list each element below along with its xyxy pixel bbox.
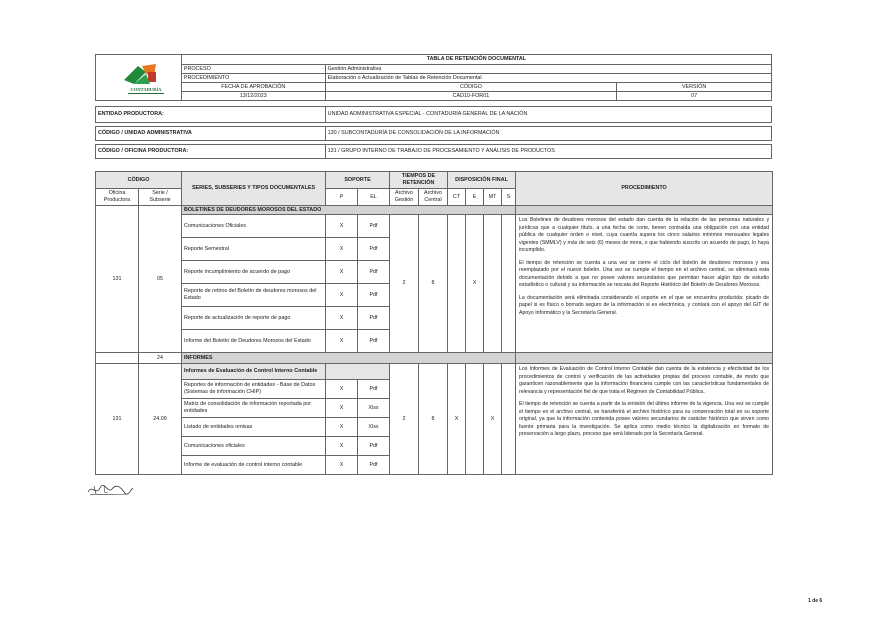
codigo-value: CAD10-FOR01 xyxy=(325,92,617,101)
s2-item: Listado de entidades omisas xyxy=(182,418,326,437)
col-p: P xyxy=(326,189,358,206)
proceso-label: PROCESO xyxy=(181,65,325,74)
s2-ct-mark: X xyxy=(448,364,466,475)
s2-subserie: 24.09 xyxy=(139,364,182,475)
version-label: VERSIÓN xyxy=(617,83,772,92)
s1-item: Reporte de actualización de reporte de pago xyxy=(182,307,326,330)
col-el: EL xyxy=(358,189,390,206)
col-series: SERIES, SUBSERIES Y TIPOS DOCUMENTALES xyxy=(182,172,326,206)
s1-title: BOLETINES DE DEUDORES MOROSOS DEL ESTADO xyxy=(182,206,516,215)
header-table xyxy=(95,54,772,159)
s1-gestion: 2 xyxy=(390,215,419,353)
entidad-label: ENTIDAD PRODUCTORA: xyxy=(96,107,326,123)
page-number: 1 de 6 xyxy=(808,598,823,604)
s2-central: 8 xyxy=(419,364,448,475)
oficina-value: 131 / GRUPO INTERNO DE TRABAJO DE PROCESAMIENTO Y ANÁLISIS DE PRODUCTOS xyxy=(325,145,771,159)
col-procedimiento: PROCEDIMIENTO xyxy=(516,172,773,206)
doc-title: TABLA DE RETENCIÓN DOCUMENTAL xyxy=(181,55,771,65)
fecha-label: FECHA DE APROBACIÓN xyxy=(181,83,325,92)
proceso-value: Gestión Administrativa xyxy=(325,65,771,74)
s2-serie: 24 xyxy=(139,353,182,364)
col-soporte: SOPORTE xyxy=(326,172,390,189)
col-tiempos: TIEMPOS DE RETENCIÓN xyxy=(390,172,448,189)
unidad-label: CÓDIGO / UNIDAD ADMINISTRATIVA xyxy=(96,127,326,141)
s1-central: 8 xyxy=(419,215,448,353)
col-codigo: CÓDIGO xyxy=(96,172,182,189)
s2-item: Reportes de información de entidades - Base de Datos (Sistemas de información CHIP) xyxy=(182,380,326,399)
signature xyxy=(86,480,134,500)
s1-item: Informe del Boletín de Deudores Morosos del Estado xyxy=(182,330,326,353)
col-e: E xyxy=(466,189,484,206)
s2-gestion: 2 xyxy=(390,364,419,475)
fecha-value: 13/12/2023 xyxy=(181,92,325,101)
col-archivo-central: Archivo Central xyxy=(419,189,448,206)
entidad-value: UNIDAD ADMINISTRATIVA ESPECIAL - CONTADURÍA GENERAL DE LA NACIÓN xyxy=(325,107,771,123)
s1-item: Reporte de retiros del Boletín de deudores morosos del Estado xyxy=(182,284,326,307)
s1-procedure: Los Boletines de deudores morosos del estado dan cuenta de la relación de las personas naturales y jurídicas que a cualquier título, a una fecha de corte, tienen contraída una obligación con una entidad pública de cualquier orden o nivel, cuya cuantía supera los cinco salarios mínimos mensuales legales vigentes (SMMLV) y más de seis (6) meses de mora, o que habiendo suscrito un acuerdo de pago, lo haya incumplido. El tiempo de retención se cuenta a una vez se cierre el ciclo del boletín de deudores morosos y sea reemplazado por el nuevo boletín. Una vez se cumple el tiempo en el archivo central, se eliminará esta documentación debido a que no posee valores secundarios que permitan hacer algún tipo de estudio estadístico o cultural y su información se rescata del Reporte Histórico del Boletín de Deudores Morosos. La documentación será eliminada considerando el soporte en el que se encuentra producida: picado de papel si es físico o borrado seguro de la información si es electrónica, y contará con el apoyo del GIT de Apoyo Informático y la Secretaría General. xyxy=(516,215,773,353)
col-ct: CT xyxy=(448,189,466,206)
col-s: S xyxy=(502,189,516,206)
col-disposicion: DISPOSICIÓN FINAL xyxy=(448,172,516,189)
codigo-label: CÓDIGO xyxy=(325,83,617,92)
unidad-value: 130 / SUBCONTADURÍA DE CONSOLIDACIÓN DE LA INFORMACIÓN xyxy=(325,127,771,141)
procedimiento-value: Elaboración o Actualización de Tablas de Retención Documental xyxy=(325,74,771,83)
logo-text: CONTADURÍA xyxy=(130,87,162,92)
retention-table: CÓDIGO SERIES, SUBSERIES Y TIPOS DOCUMENTALES SOPORTE TIEMPOS DE RETENCIÓN DISPOSICIÓN FINAL PROCEDIMIENTO Oficina Productora Serie / Subserie P EL Archivo Gestión Archivo Central CT E MT S 131 05 BOLETINES DE DEUDORES MOROSOS DEL ESTADO Comunicaciones Oficiales X Pdf 2 8 X Los Boletines de deudores morosos del estado dan cuenta de la relación de las personas naturales y jurídicas que a cualquier título, a una fecha de corte, tienen contraída una obligación con una entidad pública de cualquier orden o nivel, cuya cuantía supera los cinco salarios mínimos mensuales legales vigentes (SMMLV) y más de seis (6) meses de mora, o que habiendo suscrito un acuerdo de pago, lo haya incumplido. El tiempo de retención se cuenta a una vez se cierre el ciclo del boletín de deudores morosos y sea reemplazado por el nuevo boletín. Una vez se cumple el tiempo en el archivo central, se eliminará esta documentación debido a que no posee valores secundarios que permitan hacer algún tipo de estudio estadístico o cultural y su información se rescata del Reporte Histórico del Boletín de Deudores Morosos. La documentación será eliminada considerando el soporte en el que se encuentra producida: picado de papel si es físico o borrado seguro de la información si es electrónica, y contará con el apoyo del GIT de Apoyo Informático y la Secretaría General. Reporte Semestral X Pdf Reporte incumplimiento de acuerdo de pago X Pdf Reporte de retiros del Boletín de deudores morosos del Estado X Pdf Reporte de actualización de reporte de pago X Pdf Informe del Boletín de Deudores Morosos del Estado X Pdf 24 INFORMES 131 24.09 Informes de Evaluación de Control Interno Contable 2 8 X X Los Informes de Evaluación de Control Interno Contable dan cuenta de la existencia y efectividad de los procedimientos de control y verificación de las actividades propias del proceso contable, de modo que garanticen razonablemente que la información financiera cumple con las características fundamentales de relevancia y representación fiel de que trata el Régimen de Contabilidad Pública. El tiempo de retención se cuenta a partir de la emisión del último informe de la vigencia. Una vez se cumple el tiempo en el archivo central, se transferirá el archivo histórico para su conservación total en su soporte original, ya que la información contenida posee valores secundarios de carácter histórico que sirven como fuente primaria para la investigación. Se aplica como medio técnico la digitalización en formato de preservación a largo plazo, proceso que será liderado por la Secretaría General. Reportes de información de entidades - Base de Datos (Sistemas de información CHIP) X Pdf Matriz de consolidación de información reportada por entidades X Xlsx Listado de entidades omisas X Xlsx Comunicaciones oficiales X Pdf Informe de evaluación de control interno contable X Pdf xyxy=(95,171,773,475)
col-archivo-gestion: Archivo Gestión xyxy=(390,189,419,206)
col-oficina: Oficina Productora xyxy=(96,189,139,206)
s1-e-mark: X xyxy=(466,215,484,353)
version-value: 07 xyxy=(617,92,772,101)
s2-oficina: 131 xyxy=(96,364,139,475)
s2-item: Comunicaciones oficiales xyxy=(182,437,326,456)
s2-subtitle: Informes de Evaluación de Control Interno Contable xyxy=(182,364,326,380)
oficina-label: CÓDIGO / OFICINA PRODUCTORA: xyxy=(96,145,326,159)
procedimiento-label: PROCEDIMIENTO xyxy=(181,74,325,83)
s2-title: INFORMES xyxy=(182,353,516,364)
s2-procedure: Los Informes de Evaluación de Control Interno Contable dan cuenta de la existencia y efectividad de los procedimientos de control y verificación de las actividades propias del proceso contable, de modo que garanticen razonablemente que la información financiera cumple con las características fundamentales de relevancia y representación fiel de que trata el Régimen de Contabilidad Pública. El tiempo de retención se cuenta a partir de la emisión del último informe de la vigencia. Una vez se cumple el tiempo en el archivo central, se transferirá el archivo histórico para su conservación total en su soporte original, ya que la información contenida posee valores secundarios de carácter histórico que sirven como fuente primaria para la investigación. Se aplica como medio técnico la digitalización en formato de preservación a largo plazo, proceso que será liderado por la Secretaría General. xyxy=(516,364,773,475)
s1-item: Comunicaciones Oficiales xyxy=(182,215,326,238)
s1-oficina: 131 xyxy=(96,206,139,353)
s1-serie: 05 xyxy=(139,206,182,353)
col-serie: Serie / Subserie xyxy=(139,189,182,206)
s2-item: Matriz de consolidación de información reportada por entidades xyxy=(182,399,326,418)
s1-item: Reporte incumplimiento de acuerdo de pago xyxy=(182,261,326,284)
s1-item: Reporte Semestral xyxy=(182,238,326,261)
col-mt: MT xyxy=(484,189,502,206)
s2-item: Informe de evaluación de control interno contable xyxy=(182,456,326,475)
s2-mt-mark: X xyxy=(484,364,502,475)
